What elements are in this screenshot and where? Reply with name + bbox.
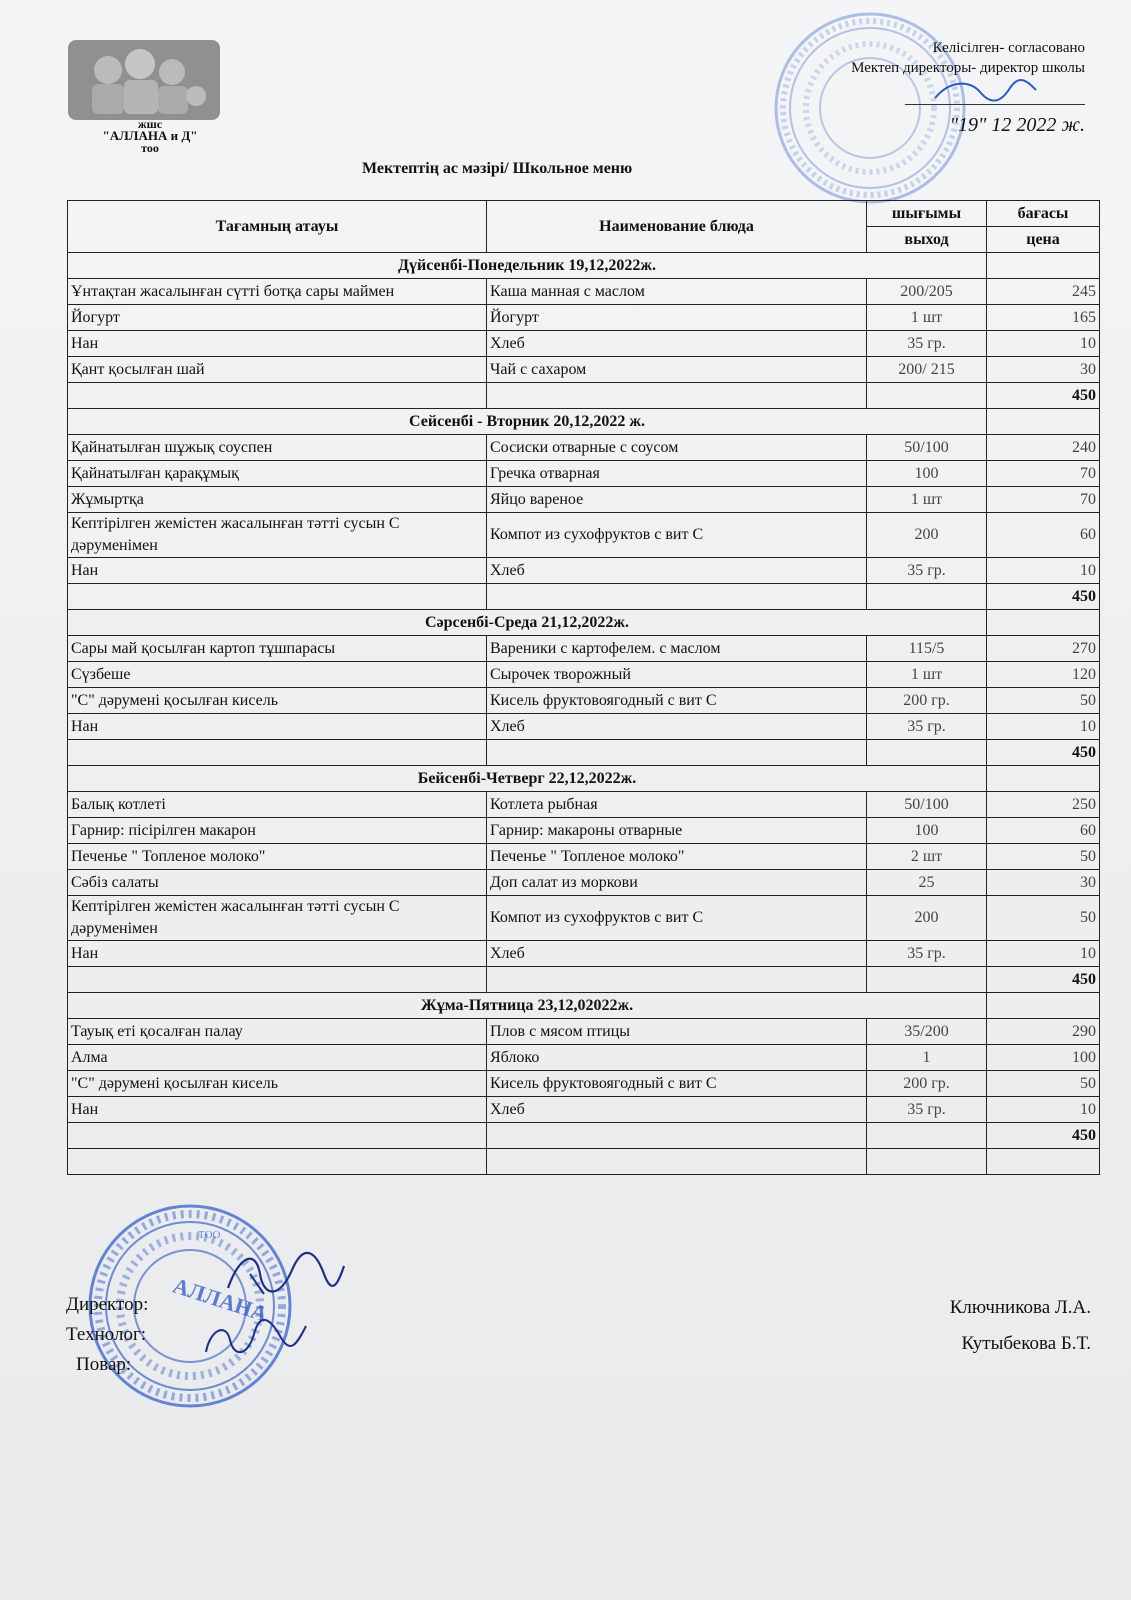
dish-name-kz: "С" дәрумені қосылған кисель [68,688,487,714]
dish-price: 70 [987,487,1100,513]
approve-line-1: Келісілген- согласовано [932,40,1085,56]
dish-name-kz: Кептірілген жемістен жасалынған тәтті сусын С дәруменімен [68,896,487,941]
menu-body [68,253,1100,1175]
header-name-kz: Тағамның атауы [68,201,487,253]
menu-item-row [68,461,1100,487]
menu-item-row [68,714,1100,740]
total-empty-cell [487,967,867,993]
dish-name-kz: Нан [68,714,487,740]
dish-price: 165 [987,305,1100,331]
dish-name-ru: Гречка отварная [487,461,867,487]
dish-name-kz: "С" дәрумені қосылған кисель [68,1071,487,1097]
dish-name-ru: Вареники с картофелем. с маслом [487,636,867,662]
dish-name-ru: Йогурт [487,305,867,331]
dish-name-kz: Алма [68,1045,487,1071]
day-total-row [68,1123,1100,1149]
dish-output: 35 гр. [867,558,987,584]
dish-price: 290 [987,1019,1100,1045]
dish-name-ru: Яйцо вареное [487,487,867,513]
day-total-row [68,383,1100,409]
dish-price: 70 [987,461,1100,487]
total-empty-cell [487,1123,867,1149]
menu-item-row [68,896,1100,941]
header-output-kz: шығымы [867,201,987,227]
dish-output: 1 шт [867,487,987,513]
menu-item-row [68,844,1100,870]
dish-price: 10 [987,714,1100,740]
menu-item-row [68,513,1100,558]
dish-output: 1 шт [867,662,987,688]
dish-name-kz: Сәбіз салаты [68,870,487,896]
header-price-ru: цена [987,227,1100,253]
dish-name-kz: Сары май қосылған картоп тұшпарасы [68,636,487,662]
dish-output: 35 гр. [867,1097,987,1123]
dish-name-ru: Компот из сухофруктов с вит С [487,896,867,941]
dish-name-kz: Қайнатылған қарақұмық [68,461,487,487]
dish-name-ru: Кисель фруктовоягодный с вит С [487,1071,867,1097]
day-total-row [68,740,1100,766]
stamp-text-too: ТОО [198,1229,221,1241]
total-empty-cell [487,584,867,610]
dish-price: 50 [987,1071,1100,1097]
day-title: Бейсенбі-Четверг 22,12,2022ж. [68,766,987,792]
dish-price: 100 [987,1045,1100,1071]
day-header-row [68,766,1100,792]
header-row-1 [68,201,1100,227]
dish-name-kz: Кептірілген жемістен жасалынған тәтті сусын С дәруменімен [68,513,487,558]
total-empty-cell [68,967,487,993]
dish-output: 35 гр. [867,714,987,740]
day-total-price: 450 [987,967,1100,993]
dish-output: 35/200 [867,1019,987,1045]
dish-name-ru: Компот из сухофруктов с вит С [487,513,867,558]
dish-price: 30 [987,357,1100,383]
dish-name-kz: Йогурт [68,305,487,331]
stamp-text-allana: АЛЛАНА [170,1272,271,1327]
company-line-1: жшс [137,117,163,131]
dish-price: 270 [987,636,1100,662]
dish-price: 10 [987,558,1100,584]
dish-price: 240 [987,435,1100,461]
dish-price: 50 [987,688,1100,714]
dish-name-kz: Балық котлеті [68,792,487,818]
dish-name-kz: Сүзбеше [68,662,487,688]
dish-name-ru: Хлеб [487,1097,867,1123]
dish-name-kz: Қайнатылған шұжық соуспен [68,435,487,461]
dish-output: 2 шт [867,844,987,870]
dish-name-ru: Хлеб [487,331,867,357]
dish-output: 200 гр. [867,1071,987,1097]
menu-item-row [68,331,1100,357]
menu-item-row [68,941,1100,967]
day-total-row [68,967,1100,993]
menu-table [67,200,1100,1175]
menu-item-row [68,558,1100,584]
dish-name-ru: Хлеб [487,941,867,967]
company-name [68,118,232,154]
dish-name-kz: Нан [68,331,487,357]
day-title-empty-cell [987,253,1100,279]
day-total-price: 450 [987,383,1100,409]
dish-name-kz: Нан [68,1097,487,1123]
day-total-price: 450 [987,584,1100,610]
empty-cell [867,1149,987,1175]
dish-price: 250 [987,792,1100,818]
dish-output: 200/205 [867,279,987,305]
day-total-price: 450 [987,1123,1100,1149]
approve-line-2: Мектеп директоры- директор школы [851,60,1085,76]
menu-item-row [68,662,1100,688]
director-name: Ключникова Л.А. [949,1297,1091,1318]
header-output-ru: выход [867,227,987,253]
day-title-empty-cell [987,993,1100,1019]
director-label: Директор: [66,1294,149,1315]
day-title: Дүйсенбі-Понедельник 19,12,2022ж. [68,253,987,279]
dish-name-ru: Каша манная с маслом [487,279,867,305]
day-title-empty-cell [987,766,1100,792]
approval-block [851,36,1085,137]
dish-output: 100 [867,818,987,844]
dish-name-ru: Яблоко [487,1045,867,1071]
footer-names [950,1290,1091,1362]
menu-item-row [68,357,1100,383]
dish-output: 200 [867,896,987,941]
dish-output: 100 [867,461,987,487]
total-empty-cell [867,740,987,766]
header-name-ru: Наименование блюда [487,201,867,253]
dish-output: 200 [867,513,987,558]
menu-item-row [68,305,1100,331]
menu-item-row [68,1019,1100,1045]
dish-output: 200 гр. [867,688,987,714]
empty-cell [987,1149,1100,1175]
day-total-row [68,584,1100,610]
dish-output: 35 гр. [867,941,987,967]
dish-name-ru: Печенье " Топленое молоко" [487,844,867,870]
dish-price: 10 [987,941,1100,967]
dish-output: 35 гр. [867,331,987,357]
dish-name-ru: Доп салат из моркови [487,870,867,896]
dish-name-ru: Сосиски отварные с соусом [487,435,867,461]
company-line-2: "АЛЛАНА и Д" [102,128,198,143]
dish-name-ru: Сырочек творожный [487,662,867,688]
director-signature-bottom [220,1244,350,1304]
total-empty-cell [487,740,867,766]
total-empty-cell [487,383,867,409]
dish-name-ru: Чай с сахаром [487,357,867,383]
total-empty-cell [867,1123,987,1149]
total-empty-cell [867,383,987,409]
day-title: Сәрсенбі-Среда 21,12,2022ж. [68,610,987,636]
dish-output: 50/100 [867,435,987,461]
dish-name-kz: Тауық еті қосалған палау [68,1019,487,1045]
empty-row [68,1149,1100,1175]
total-empty-cell [867,967,987,993]
day-title-empty-cell [987,409,1100,435]
menu-item-row [68,487,1100,513]
dish-output: 25 [867,870,987,896]
page-title: Мектептің ас мәзірі/ Школьное меню [362,160,633,177]
dish-price: 60 [987,818,1100,844]
company-logo [68,40,220,120]
dish-price: 120 [987,662,1100,688]
empty-cell [68,1149,487,1175]
company-line-3: тоо [141,141,159,155]
dish-output: 200/ 215 [867,357,987,383]
menu-item-row [68,1045,1100,1071]
menu-item-row [68,792,1100,818]
dish-price: 10 [987,1097,1100,1123]
dish-name-ru: Хлеб [487,558,867,584]
total-empty-cell [68,584,487,610]
day-title-empty-cell [987,610,1100,636]
dish-output: 1 [867,1045,987,1071]
day-header-row [68,409,1100,435]
empty-cell [487,1149,867,1175]
dish-name-ru: Хлеб [487,714,867,740]
dish-price: 50 [987,896,1100,941]
menu-item-row [68,279,1100,305]
menu-item-row [68,870,1100,896]
dish-price: 50 [987,844,1100,870]
dish-name-ru: Кисель фруктовоягодный с вит С [487,688,867,714]
day-title: Жұма-Пятница 23,12,02022ж. [68,993,987,1019]
day-header-row [68,253,1100,279]
dish-output: 50/100 [867,792,987,818]
dish-output: 115/5 [867,636,987,662]
director-signature-line [905,86,1085,105]
dish-name-kz: Гарнир: пісірілген макарон [68,818,487,844]
day-total-price: 450 [987,740,1100,766]
day-header-row [68,610,1100,636]
menu-item-row [68,636,1100,662]
dish-name-ru: Котлета рыбная [487,792,867,818]
technologist-label: Технолог: [66,1324,147,1345]
dish-price: 10 [987,331,1100,357]
approve-date: "19" 12 2022 ж. [949,114,1085,136]
dish-price: 60 [987,513,1100,558]
dish-name-ru: Плов с мясом птицы [487,1019,867,1045]
technologist-name: Кутыбекова Б.Т. [961,1333,1091,1354]
cook-label: Повар: [76,1354,132,1375]
day-header-row [68,993,1100,1019]
total-empty-cell [68,740,487,766]
dish-price: 30 [987,870,1100,896]
menu-item-row [68,1097,1100,1123]
dish-name-kz: Нан [68,558,487,584]
dish-name-kz: Нан [68,941,487,967]
dish-name-ru: Гарнир: макароны отварные [487,818,867,844]
dish-name-kz: Печенье " Топленое молоко" [68,844,487,870]
header-price-kz: бағасы [987,201,1100,227]
technologist-signature [200,1312,310,1362]
total-empty-cell [68,383,487,409]
menu-item-row [68,688,1100,714]
total-empty-cell [68,1123,487,1149]
menu-item-row [68,1071,1100,1097]
menu-item-row [68,435,1100,461]
dish-price: 245 [987,279,1100,305]
dish-name-kz: Жұмыртқа [68,487,487,513]
footer-roles [66,1290,148,1380]
day-title: Сейсенбі - Вторник 20,12,2022 ж. [68,409,987,435]
total-empty-cell [867,584,987,610]
menu-item-row [68,818,1100,844]
dish-output: 1 шт [867,305,987,331]
dish-name-kz: Ұнтақтан жасалынған сүтті ботқа сары маймен [68,279,487,305]
dish-name-kz: Қант қосылған шай [68,357,487,383]
